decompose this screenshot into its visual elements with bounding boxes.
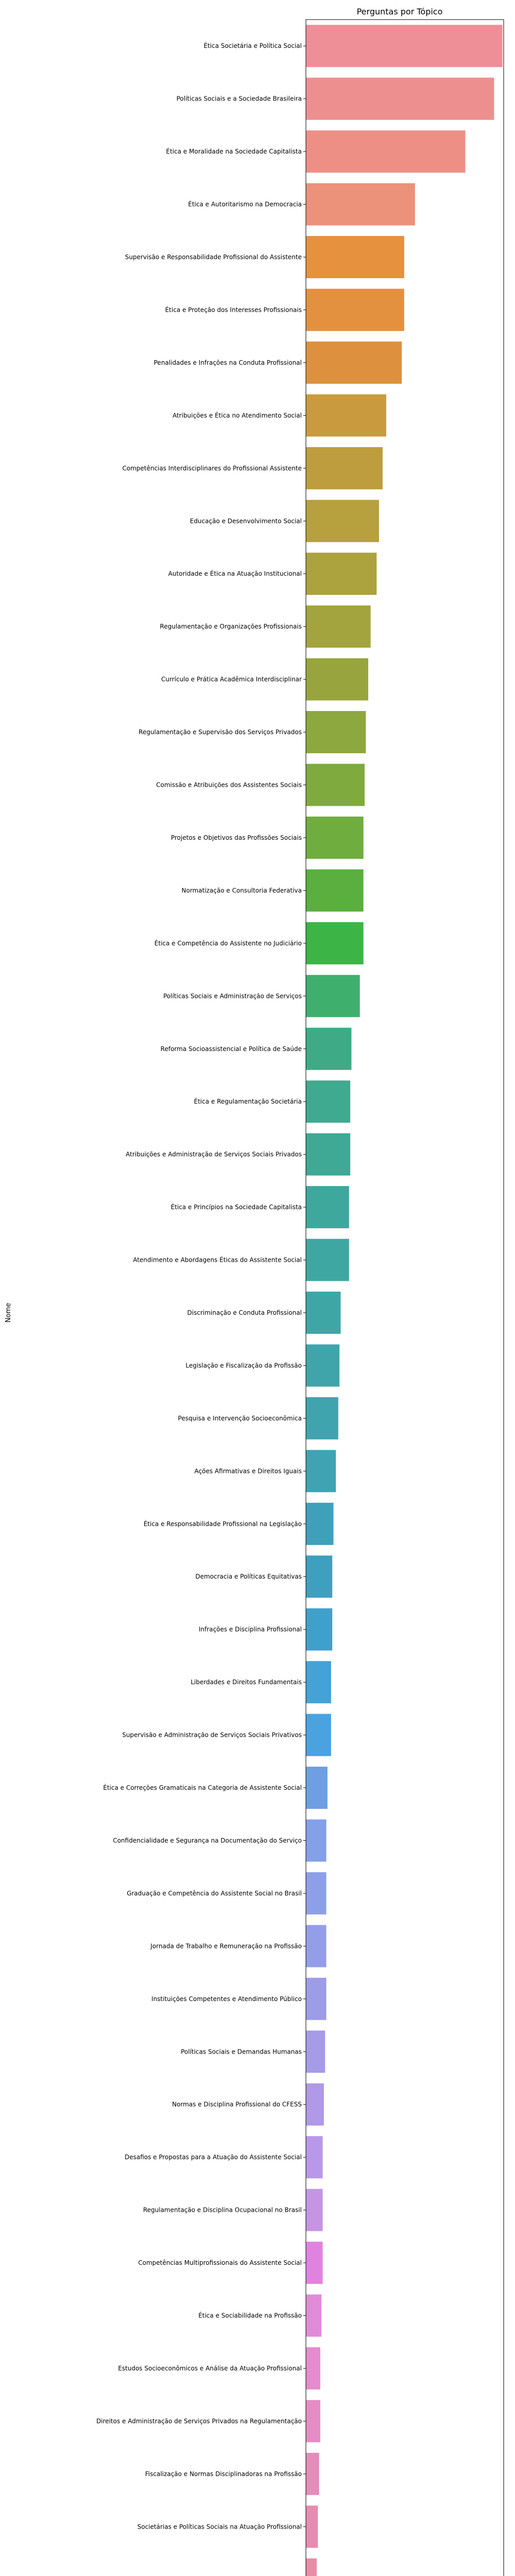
category-label: Supervisão e Responsabilidade Profissional do Assistente: [125, 253, 302, 261]
category-label: Atendimento e Abordagens Éticas do Assistente Social: [133, 1256, 302, 1264]
bar: [306, 1186, 349, 1228]
bar: [306, 2295, 321, 2337]
chart-title: Perguntas por Tópico: [356, 7, 443, 16]
category-label: Discriminação e Conduta Profissional: [187, 1309, 302, 1316]
category-label: Currículo e Prática Acadêmica Interdisciplinar: [161, 675, 302, 683]
bar: [306, 1978, 327, 2020]
bar: [306, 236, 404, 278]
bar: [306, 1714, 331, 1756]
category-label: Regulamentação e Organizações Profissionais: [160, 623, 302, 631]
category-label: Competências Multiprofissionais do Assistente Social: [138, 2259, 302, 2267]
category-label: Ações Afirmativas e Direitos Iguais: [194, 1467, 302, 1475]
bar: [306, 500, 379, 542]
category-label: Competências Interdisciplinares do Profissional Assistente: [122, 464, 302, 472]
category-label: Regulamentação e Supervisão dos Serviços Privados: [139, 728, 302, 736]
bar: [306, 2453, 319, 2495]
bar: [306, 658, 368, 701]
y-ticks: [303, 46, 306, 2576]
category-label: Autoridade e Ética na Atuação Institucional: [168, 570, 302, 578]
bar: [306, 183, 415, 226]
bar: [306, 553, 376, 595]
bar: [306, 1555, 332, 1598]
category-label: Políticas Sociais e a Sociedade Brasileira: [176, 95, 302, 103]
category-label: Ética e Regulamentação Societária: [194, 1098, 302, 1106]
category-label: Instituições Competentes e Atendimento Público: [151, 1995, 302, 2003]
category-label: Direitos e Administração de Serviços Privados na Regulamentação: [96, 2417, 302, 2425]
category-label: Fiscalização e Normas Disciplinadoras na Profissão: [145, 2470, 302, 2478]
bar: [306, 2136, 323, 2178]
category-label: Educação e Desenvolvimento Social: [190, 517, 302, 525]
bar: [306, 447, 383, 489]
bar: [306, 2400, 320, 2442]
category-label: Supervisão e Administração de Serviços Sociais Privativos: [122, 1731, 302, 1739]
bar: [306, 2558, 317, 2576]
bar: [306, 1292, 340, 1334]
category-label: Desafios e Propostas para a Atuação do Assistente Social: [124, 2154, 302, 2161]
bar: [306, 1080, 350, 1123]
bar: [306, 394, 386, 436]
category-label: Ética Societária e Política Social: [203, 42, 302, 50]
bar: [306, 2189, 323, 2231]
category-label: Atribuições e Administração de Serviços Sociais Privados: [126, 1150, 302, 1158]
bar: [306, 869, 364, 911]
bar: [306, 817, 364, 859]
bar: [306, 2030, 325, 2073]
bar: [306, 25, 503, 67]
category-label: Ética e Princípios na Sociedade Capitalista: [170, 1204, 302, 1211]
y-axis-label: Nome: [5, 1302, 12, 1323]
bar: [306, 1820, 327, 1862]
bar: [306, 78, 494, 120]
bar: [306, 2242, 323, 2284]
category-label: Ética e Proteção dos Interesses Profissionais: [165, 306, 302, 314]
category-label: Penalidades e Infrações na Conduta Profissional: [153, 359, 302, 366]
bar: [306, 1661, 331, 1703]
category-label: Políticas Sociais e Administração de Serviços: [163, 992, 302, 1000]
category-label: Ética e Competência do Assistente no Judiciário: [154, 939, 302, 947]
category-label: Ética e Correções Gramaticais na Categoria de Assistente Social: [103, 1784, 302, 1792]
category-label: Políticas Sociais e Demandas Humanas: [181, 2048, 302, 2056]
category-label: Ética e Moralidade na Sociedade Capitalista: [166, 148, 302, 156]
category-label: Legislação e Fiscalização da Profissão: [185, 1362, 302, 1369]
bar: [306, 1133, 350, 1176]
bar: [306, 1344, 339, 1386]
bar: [306, 2083, 324, 2126]
bar: [306, 130, 466, 173]
bar: [306, 1028, 351, 1070]
bars-group: [306, 25, 503, 2576]
bar: [306, 1397, 338, 1439]
bar: [306, 1450, 336, 1492]
category-label: Normatização e Consultoria Federativa: [181, 887, 302, 894]
category-label: Confidencialidade e Segurança na Documentação do Serviço: [113, 1837, 302, 1844]
bar: [306, 1503, 334, 1545]
category-label: Infrações e Disciplina Profissional: [198, 1625, 302, 1633]
bar: [306, 764, 365, 806]
bar: [306, 975, 360, 1017]
category-label: Atribuições e Ética no Atendimento Social: [172, 412, 302, 419]
bar: [306, 922, 364, 964]
bar: [306, 1872, 327, 1914]
category-label: Regulamentação e Disciplina Ocupacional no Brasil: [143, 2206, 302, 2214]
category-label: Projetos e Objetivos das Profissões Sociais: [170, 834, 302, 841]
category-label: Estudos Socioeconômicos e Análise da Atuação Profissional: [118, 2364, 302, 2372]
bar: [306, 1767, 328, 1809]
bar: [306, 1608, 332, 1651]
bar: [306, 289, 404, 331]
category-label: Ética e Sociabilidade na Profissão: [198, 2312, 302, 2319]
category-label: Liberdades e Direitos Fundamentais: [191, 1679, 302, 1686]
category-label: Reforma Socioassistencial e Política de Saúde: [160, 1045, 302, 1053]
category-label: Jornada de Trabalho e Remuneração na Profissão: [150, 1942, 302, 1950]
category-label: Democracia e Políticas Equitativas: [195, 1573, 302, 1581]
category-label: Normas e Disciplina Profissional do CFESS: [172, 2100, 302, 2108]
category-label: Societárias e Políticas Sociais na Atuação Profissional: [137, 2523, 302, 2531]
category-labels: [57, 42, 302, 2576]
category-label: Graduação e Competência do Assistente Social no Brasil: [127, 1889, 302, 1897]
category-label: Ética e Responsabilidade Profissional na Legislação: [143, 1520, 302, 1528]
bar: [306, 1925, 327, 1967]
bar: [306, 711, 366, 753]
bar: [306, 2347, 320, 2389]
category-label: Comissão e Atribuições dos Assistentes Sociais: [156, 781, 302, 789]
bar: [306, 1239, 349, 1281]
category-label: Pesquisa e Intervenção Socioeconômica: [178, 1414, 302, 1422]
category-label: Ética e Autoritarismo na Democracia: [188, 200, 302, 208]
bar: [306, 2505, 318, 2548]
bar: [306, 605, 371, 648]
bar: [306, 342, 402, 384]
